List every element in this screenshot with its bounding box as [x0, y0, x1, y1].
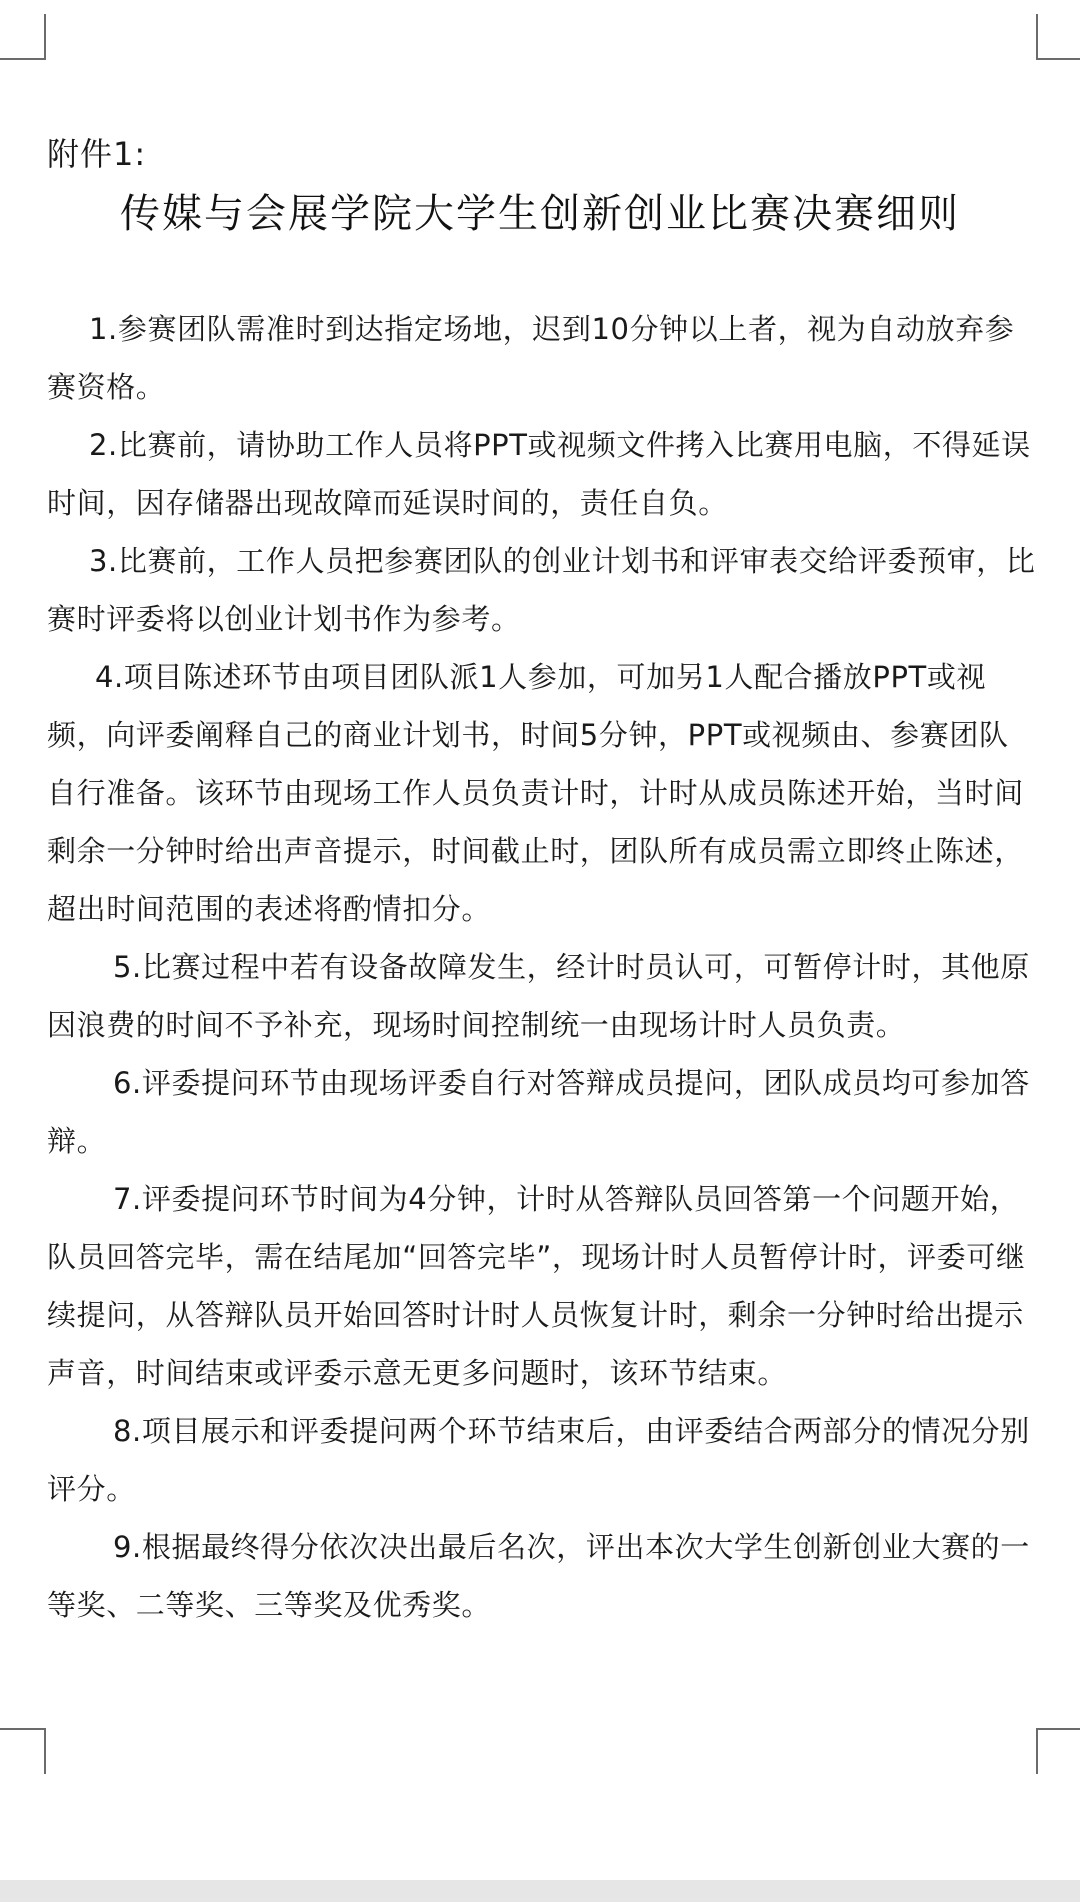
crop-mark-top-left — [0, 14, 46, 60]
rule-paragraph-7: 7.评委提问环节时间为4分钟，计时从答辩队员回答第一个问题开始，队员回答完毕，需在结尾加“回答完毕”，现场计时人员暂停计时，评委可继续提问，从答辩队员开始回答时计时人员恢复计时，剩余一分钟时给出提示声音，时间结束或评委示意无更多问题时，该环节结束。 — [47, 1182, 1026, 1390]
rule-paragraph-4: 4.项目陈述环节由项目团队派1人参加，可加另1人配合播放PPT或视频，向评委阐释自己的商业计划书，时间5分钟，PPT或视频由、参赛团队自行准备。该环节由现场工作人员负责计时，计时从成员陈述开始，当时间剩余一分钟时给出声音提示，时间截止时，团队所有成员需立即终止陈述，超出时间范围的表述将酌情扣分。 — [47, 660, 1024, 926]
attachment-label: 附件1: — [47, 135, 147, 173]
rule-paragraph-1: 1.参赛团队需准时到达指定场地，迟到10分钟以上者，视为自动放弃参赛资格。 — [47, 312, 1015, 404]
rule-paragraph-3: 3.比赛前，工作人员把参赛团队的创业计划书和评审表交给评委预审，比赛时评委将以创业计划书作为参考。 — [47, 544, 1036, 636]
rule-paragraph-6: 6.评委提问环节由现场评委自行对答辩成员提问，团队成员均可参加答辩。 — [47, 1066, 1030, 1158]
document-title: 传媒与会展学院大学生创新创业比赛决赛细则 — [120, 191, 960, 237]
crop-mark-bottom-right — [1036, 1728, 1080, 1774]
page-bottom-edge — [0, 1880, 1080, 1902]
crop-mark-top-right — [1036, 14, 1080, 60]
rule-paragraph-5: 5.比赛过程中若有设备故障发生，经计时员认可，可暂停计时，其他原因浪费的时间不予补充，现场时间控制统一由现场计时人员负责。 — [47, 950, 1030, 1042]
rule-paragraph-2: 2.比赛前，请协助工作人员将PPT或视频文件拷入比赛用电脑，不得延误时间，因存储器出现故障而延误时间的，责任自负。 — [47, 428, 1031, 520]
rules-body — [47, 300, 1037, 1634]
crop-mark-bottom-left — [0, 1728, 46, 1774]
rule-paragraph-8: 8.项目展示和评委提问两个环节结束后，由评委结合两部分的情况分别评分。 — [47, 1414, 1030, 1506]
rule-paragraph-9: 9.根据最终得分依次决出最后名次，评出本次大学生创新创业大赛的一等奖、二等奖、三等奖及优秀奖。 — [47, 1530, 1030, 1622]
